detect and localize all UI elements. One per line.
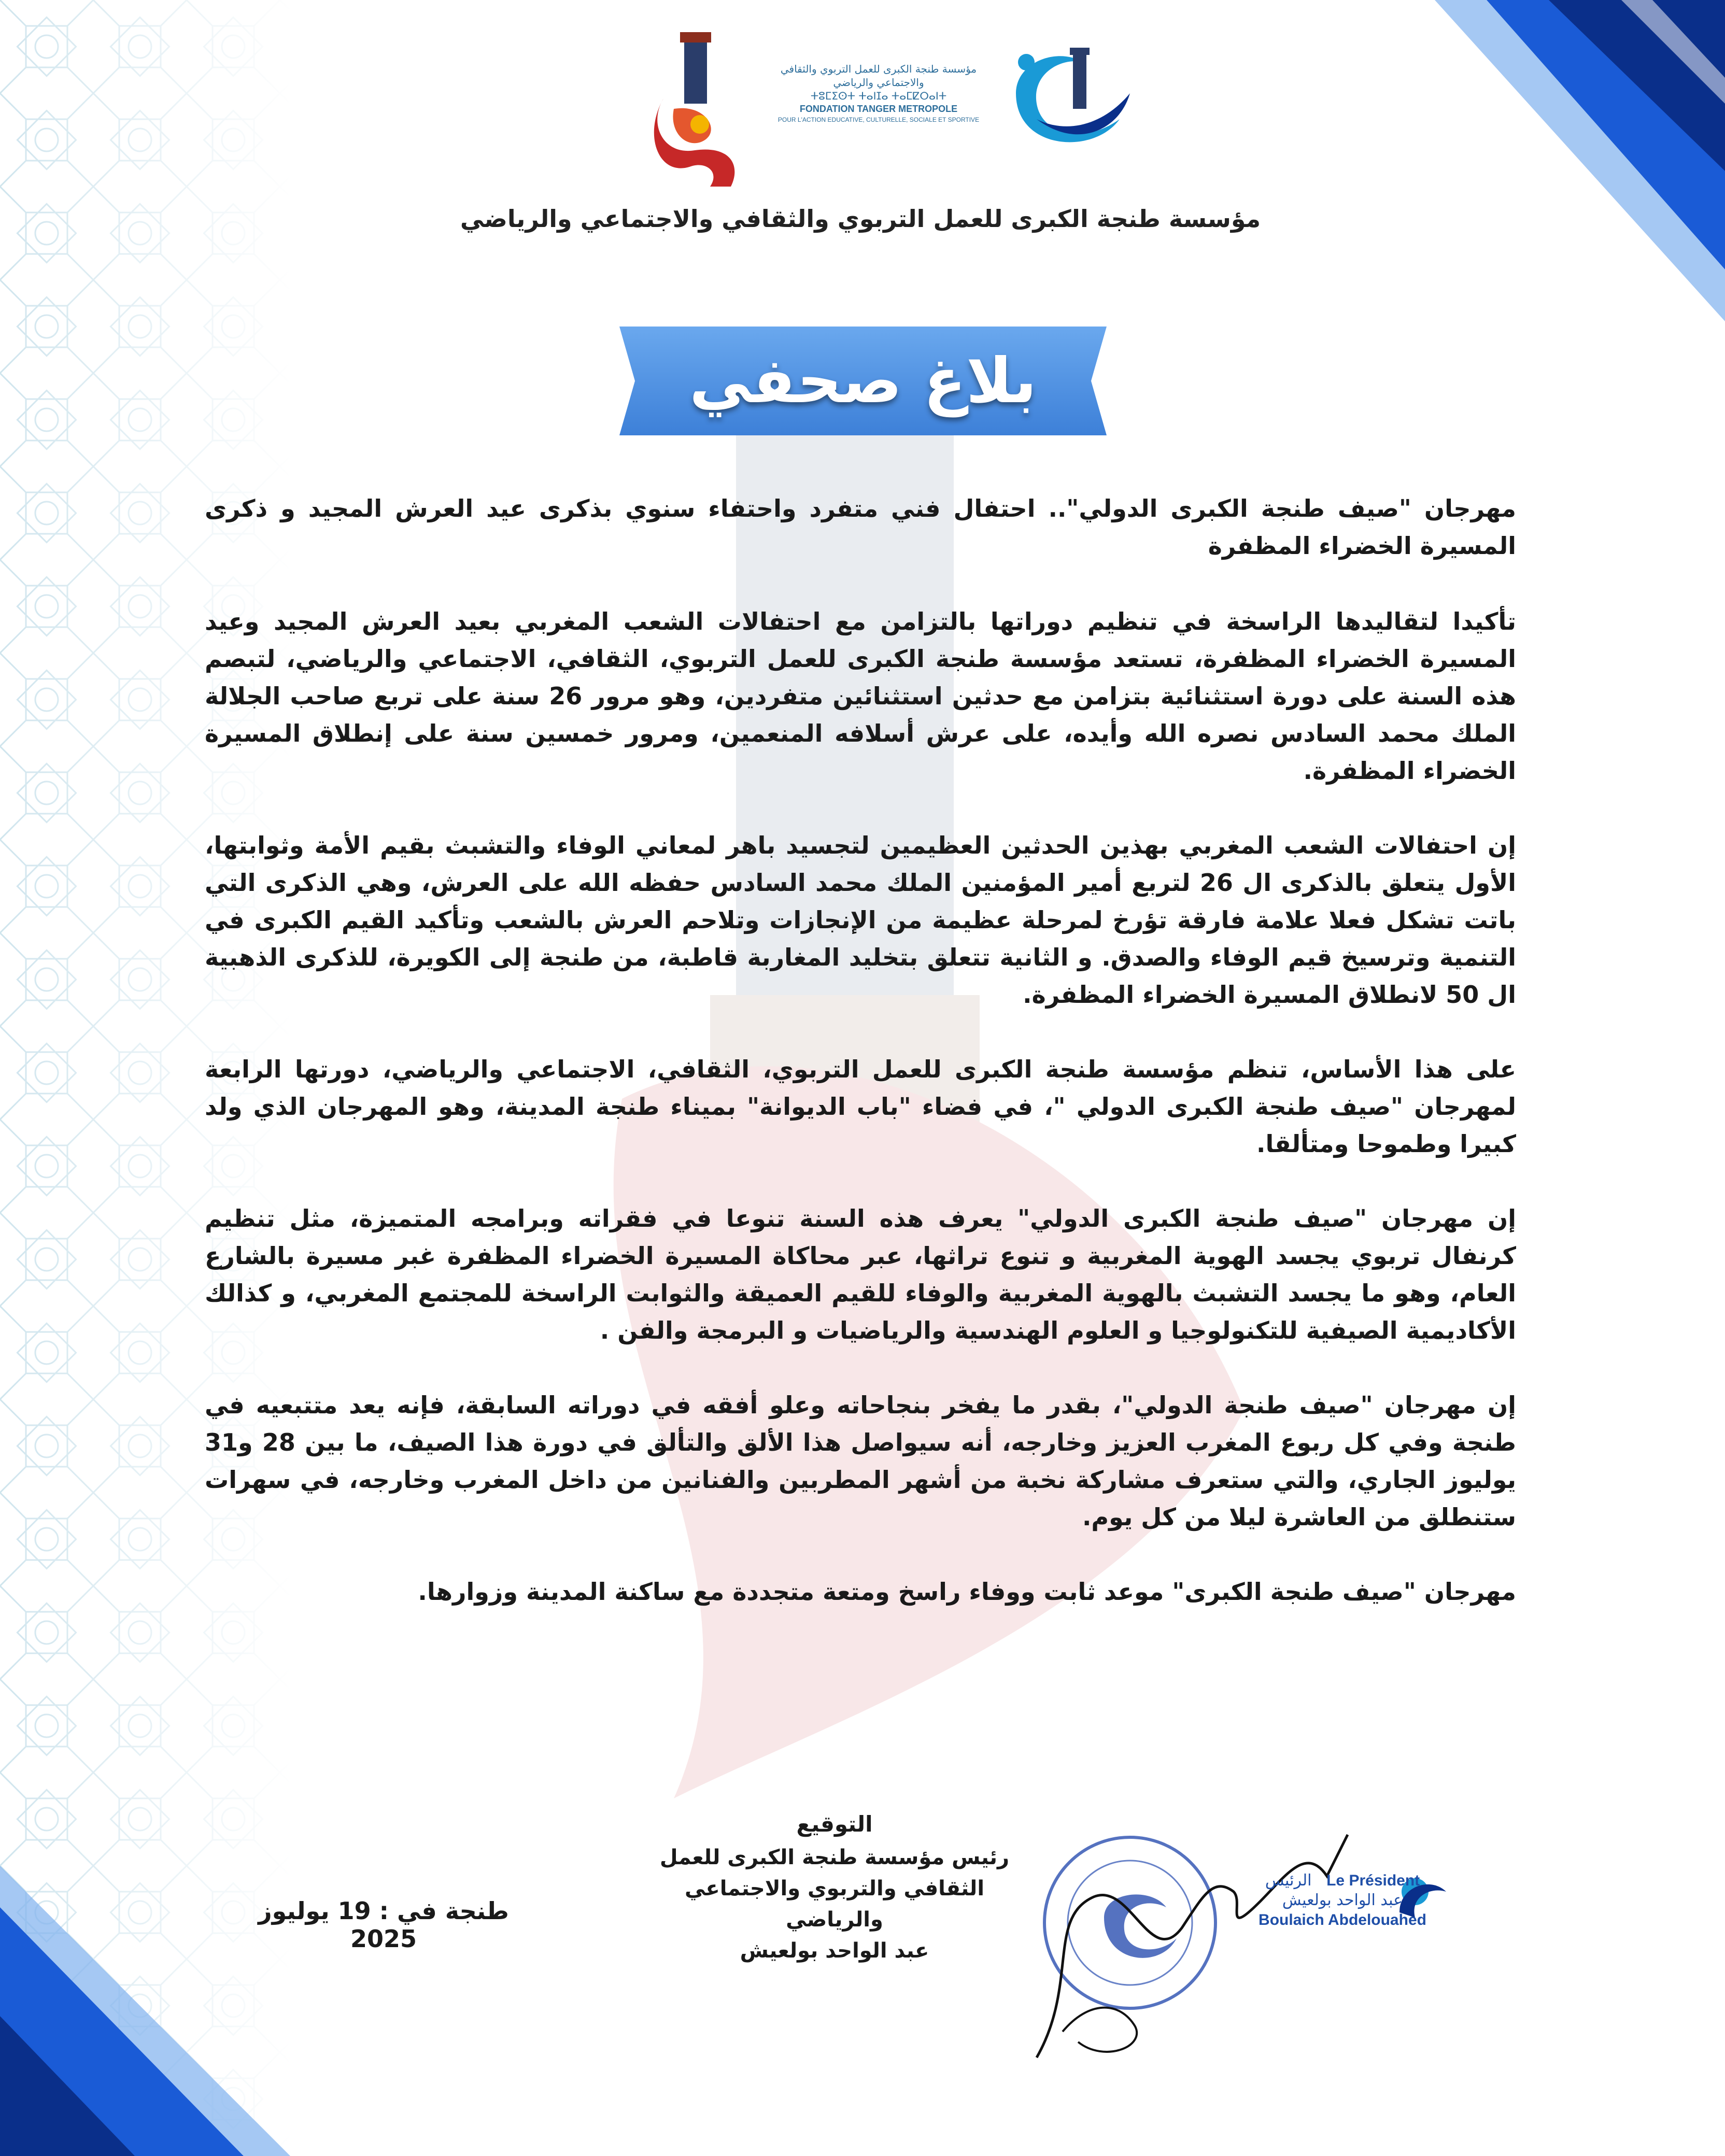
foundation-logo-arabic: مؤسسة طنجة الكبرى للعمل التربوي والثقافي والاجتماعي والرياضي	[780, 63, 977, 89]
foundation-logo-text	[767, 62, 990, 161]
headline-paragraph: مهرجان "صيف طنجة الكبرى الدولي".. احتفال فني متفرد واحتفاء سنوي بذكرى عيد العرش المجيد و ذكرى المسيرة الخضراء المظفرة	[205, 494, 1516, 560]
paragraph-4: إن مهرجان "صيف طنجة الكبرى الدولي" يعرف هذه السنة تنوعا في فقراته وبرامجه المتميزة، مثل تنظيم كرنفال تربوي يجسد الهوية المغربية و تنوع تراثها، عبر محاكاة المسيرة الخضراء المظفرة غبر مسيرة بالشارع العام، وهو ما يجسد التشبث بالهوية المغربية والوفاء للقيم العميقة والثوابت الراسخة للمجتمع المغربي، و كذالك الأكاديمية الصيفية للتكنولوجيا و العلوم الهندسية والرياضيات و البرمجة والفن .	[205, 1204, 1516, 1344]
paragraph-3: على هذا الأساس، تنظم مؤسسة طنجة الكبرى للعمل التربوي، الثقافي، الاجتماعي والرياضي، دورتها الرابعة لمهرجان "صيف طنجة الكبرى الدولي "، في فضاء "باب الديوانة" بميناء طنجة المدينة، وهو المهرجان الذي ولد كبيرا وطموحا ومتألقا.	[205, 1055, 1516, 1158]
foundation-swoosh-logo	[1006, 31, 1140, 171]
foundation-logo-french-sub: POUR L'ACTION EDUCATIVE, CULTURELLE, SOCIALE ET SPORTIVE	[777, 116, 980, 124]
president-stamp-text	[1244, 1871, 1441, 1930]
stamp-name-french: Boulaich Abdelouahed	[1259, 1911, 1426, 1928]
paragraph-2: إن احتفالات الشعب المغربي بهذين الحدثين العظيمين لتجسيد باهر لمعاني الوفاء والتشبث بقيم الأمة وثوابتها، الأول يتعلق بالذكرى ال 26 لتربع أمير المؤمنين الملك محمد السادس حفظه الله على العرش، وهي الذكرى التي باتت تشكل فعلا علامة فارقة تؤرخ لمرحلة عظيمة من الإنجازات وتلاحم العرش بالشعب وتأكيد القيم الكبرى في التنمية وترسيخ قيم الوفاء والصدق. و الثانية تتعلق بتخليد المغاربة قاطبة، من طنجة إلى الكويرة، للذكرى الذهبية ال 50 لانطلاق المسيرة الخضراء المظفرة.	[205, 831, 1516, 1009]
foundation-logo-tifinagh: ⵜⵓⵎⵉⵙⵜ ⵜⴰⵏⵊⴰ ⵜⴰⵎⵇⵔⴰⵏⵜ	[810, 90, 947, 102]
stamp-title-french: Le Président	[1326, 1872, 1420, 1889]
foundation-logo-french: FONDATION TANGER METROPOLE	[799, 104, 958, 114]
signature-name: عبد الواحد بولعيش	[740, 1939, 929, 1963]
signature-title-line-1: رئيس مؤسسة طنجة الكبرى للعمل	[659, 1846, 1010, 1869]
official-stamp-and-signature	[1016, 1814, 1451, 2083]
organization-name: مؤسسة طنجة الكبرى للعمل التربوي والثقافي والاجتماعي والرياضي	[460, 205, 1261, 233]
corner-decoration-bottom-left	[0, 1845, 394, 2156]
corner-decoration-top-right	[1331, 0, 1725, 394]
signature-label: التوقيع	[796, 1811, 873, 1837]
paragraph-6: مهرجان "صيف طنجة الكبرى" موعد ثابت ووفاء راسخ ومتعة متجددة مع ساكنة المدينة وزوارها.	[418, 1578, 1516, 1606]
header-logos	[643, 31, 1140, 197]
signature-block	[638, 1809, 1031, 1966]
date-line: طنجة في : 19 يوليوز 2025	[258, 1897, 509, 1953]
press-release-body	[205, 490, 1516, 1648]
title-banner	[619, 327, 1107, 435]
signature-title-line-2: الثقافي والتربوي والاجتماعي والرياضي	[684, 1877, 985, 1932]
paragraph-1: تأكيدا لتقاليدها الراسخة في تنظيم دوراتها بالتزامن مع احتفالات الشعب المغربي بعيد العرش المجيد وعيد المسيرة الخضراء المظفرة، تستعد مؤسسة طنجة الكبرى للعمل التربوي، الثقافي، الاجتماعي والرياضي، لتبصم هذه السنة على دورة استثنائية بتزامن مع حدثين استثنائين متفردين، وهو مرور 26 سنة على تربع صاحب الجلالة الملك محمد السادس نصره الله وأيده، على عرش أسلافه المنعمين، ومرور خمسين سنة على إنطلاق المسيرة الخضراء المظفرة.	[205, 607, 1516, 785]
paragraph-5: إن مهرجان "صيف طنجة الدولي"، بقدر ما يفخر بنجاحاته وعلو أفقه في دوراته السابقة، فإنه يعد متتبعيه في طنجة وفي كل ربوع المغرب العزيز وخارجه، أنه سيواصل هذا الألق والتألق في دورة هذا الصيف، ما بين 28 و31 يوليوز الجاري، والتي ستعرف مشاركة نخبة من أشهر المطربين والفنانين من داخل المغرب وخارجه، في سهرات ستنطلق من العاشرة ليلا من كل يوم.	[205, 1391, 1517, 1531]
stamp-title-arabic: الرئيس	[1265, 1871, 1312, 1890]
festival-tower-logo	[643, 31, 746, 192]
stamp-name-arabic: عبد الواحد بولعيش	[1282, 1891, 1403, 1909]
banner-title: بلاغ صحفي	[689, 345, 1037, 417]
